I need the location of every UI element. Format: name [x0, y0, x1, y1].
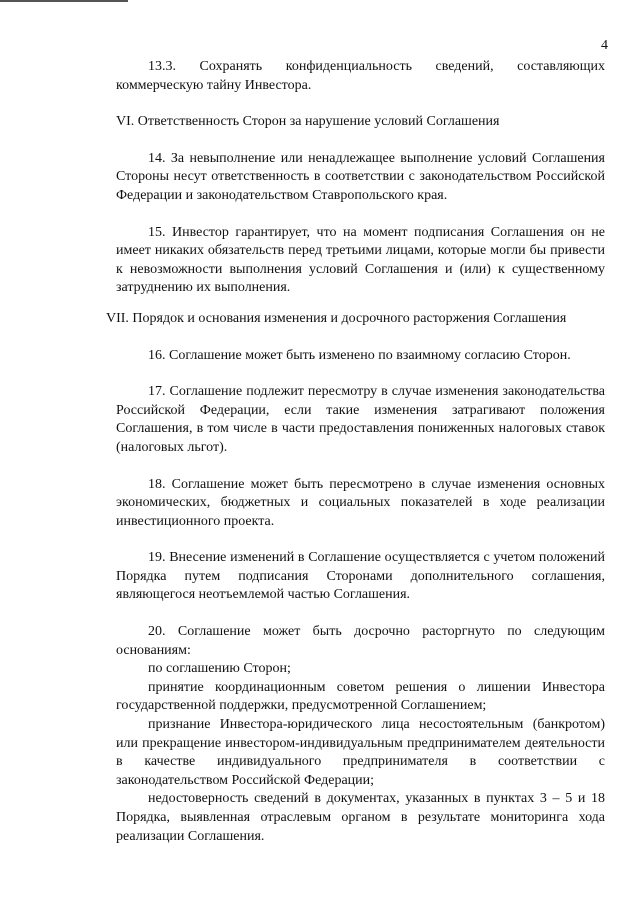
document-body: [106, 58, 605, 846]
clause-20-item: по соглашению Сторон;: [148, 661, 291, 677]
section-6-heading: VI. Ответственность Сторон за нарушение условий Соглашения: [116, 114, 500, 130]
clause-20-item: недостоверность сведений в документах, указанных в пунктах 3 – 5 и 18 Порядка, выявленная отраслевым органом в результате мониторинга хода реализации Соглашения.: [116, 791, 605, 844]
clause-19: 19. Внесение изменений в Соглашение осуществляется с учетом положений Порядка путем подписания Сторонами дополнительного соглашения, являющегося неотъемлемой частью Соглашения.: [116, 550, 605, 603]
clause-20: 20. Соглашение может быть досрочно расторгнуто по следующим основаниям:: [116, 624, 605, 658]
section-7-heading: VII. Порядок и основания изменения и досрочного расторжения Соглашения: [106, 310, 567, 326]
clause-20-item: признание Инвестора-юридического лица несостоятельным (банкротом) или прекращение инвестором-индивидуальным предпринимателем деятельности в качестве индивидуального предпринимателя в соответствии с законодательством Российской Федерации;: [116, 717, 605, 788]
clause-14: 14. За невыполнение или ненадлежащее выполнение условий Соглашения Стороны несут ответственность в соответствии с законодательством Российской Федерации и законодательством Ставропольского края.: [116, 150, 605, 203]
clause-16: 16. Соглашение может быть изменено по взаимному согласию Сторон.: [148, 347, 571, 363]
clause-15: 15. Инвестор гарантирует, что на момент подписания Соглашения он не имеет никаких обязательств перед третьими лицами, которые могли бы привести к невозможности выполнения условий Соглашения и (или) к существенному затруднению их выполнения.: [116, 224, 605, 296]
clause-13-3: 13.3. Сохранять конфиденциальность сведений, составляющих коммерческую тайну Инвестора.: [116, 59, 605, 93]
clause-20-item: принятие координационным советом решения о лишении Инвестора государственной поддержки, предусмотренной Соглашением;: [116, 679, 605, 714]
clause-18: 18. Соглашение может быть пересмотрено в случае изменения основных экономических, бюджетных и социальных показателей в ходе реализации инвестиционного проекта.: [116, 476, 605, 529]
clause-17: 17. Соглашение подлежит пересмотру в случае изменения законодательства Российской Федерации, если такие изменения затрагивают положения Соглашения, в том числе в части предоставления пониженных налоговых ставок (налоговых льгот).: [116, 384, 605, 455]
top-rule: [0, 0, 128, 2]
page-number: 4: [601, 38, 608, 53]
